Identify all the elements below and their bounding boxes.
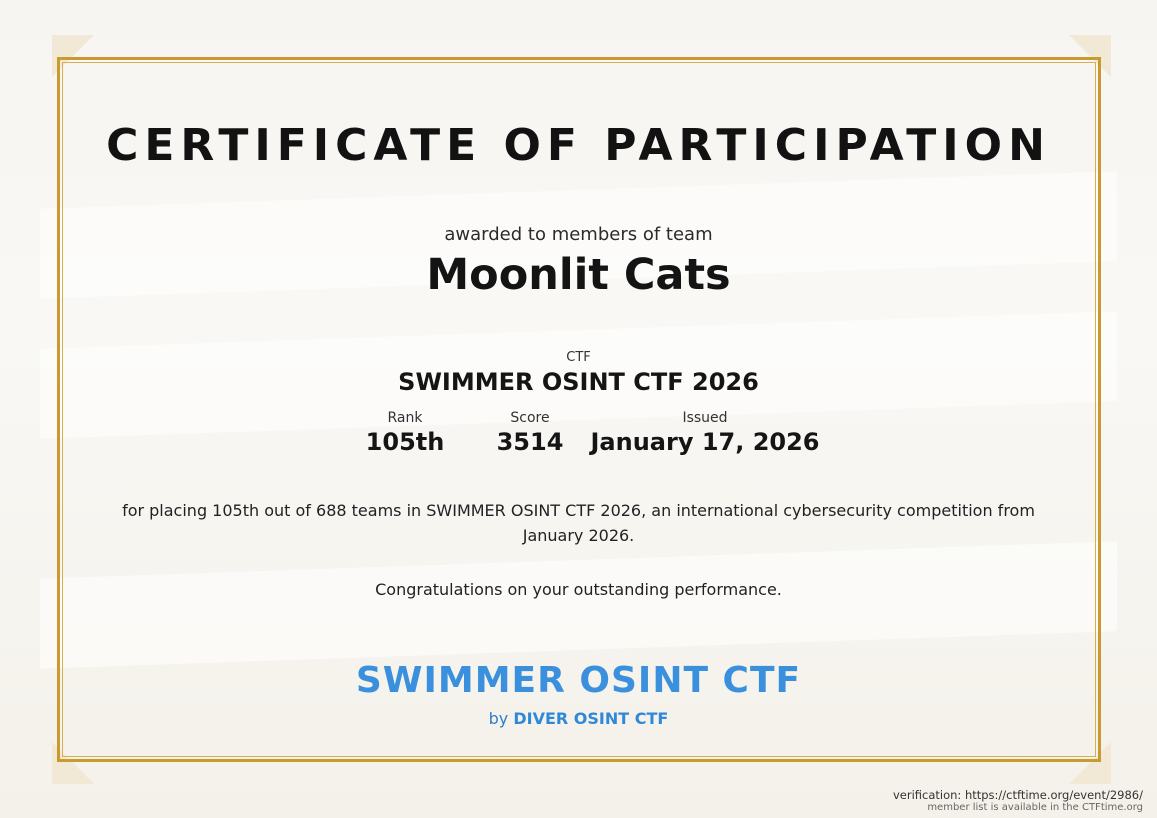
- placement-description: for placing 105th out of 688 teams in SWIMMER OSINT CTF 2026, an international cybersecurity competition from January 2026.: [122, 501, 1035, 545]
- rank-stat: [355, 410, 455, 456]
- congratulations-text: Congratulations on your outstanding performance.: [375, 580, 782, 599]
- issued-value: January 17, 2026: [590, 428, 820, 456]
- rank-value: 105th: [365, 428, 445, 456]
- parent-organizer: DIVER OSINT CTF: [513, 709, 669, 728]
- team-name: Moonlit Cats: [426, 250, 731, 300]
- ctf-label: CTF: [566, 350, 591, 365]
- score-value: 3514: [496, 428, 564, 456]
- by-prefix: by: [488, 709, 509, 728]
- awarded-to-text: awarded to members of team: [444, 224, 713, 245]
- issued-stat: [585, 410, 825, 456]
- verification-block: [893, 788, 1143, 813]
- ctf-name: SWIMMER OSINT CTF 2026: [398, 368, 759, 396]
- score-stat: [480, 410, 580, 456]
- score-label: Score: [510, 410, 550, 426]
- rank-label: Rank: [387, 410, 423, 426]
- organizer-byline: [0, 709, 1157, 728]
- certificate-title: CERTIFICATE OF PARTICIPATION: [106, 120, 1051, 171]
- member-list-note: member list is available in the CTFtime.org: [927, 802, 1143, 813]
- verification-link[interactable]: verification: https://ctftime.org/event/2986/: [892, 788, 1143, 802]
- organizer-name: SWIMMER OSINT CTF: [355, 660, 802, 701]
- issued-label: Issued: [682, 410, 728, 426]
